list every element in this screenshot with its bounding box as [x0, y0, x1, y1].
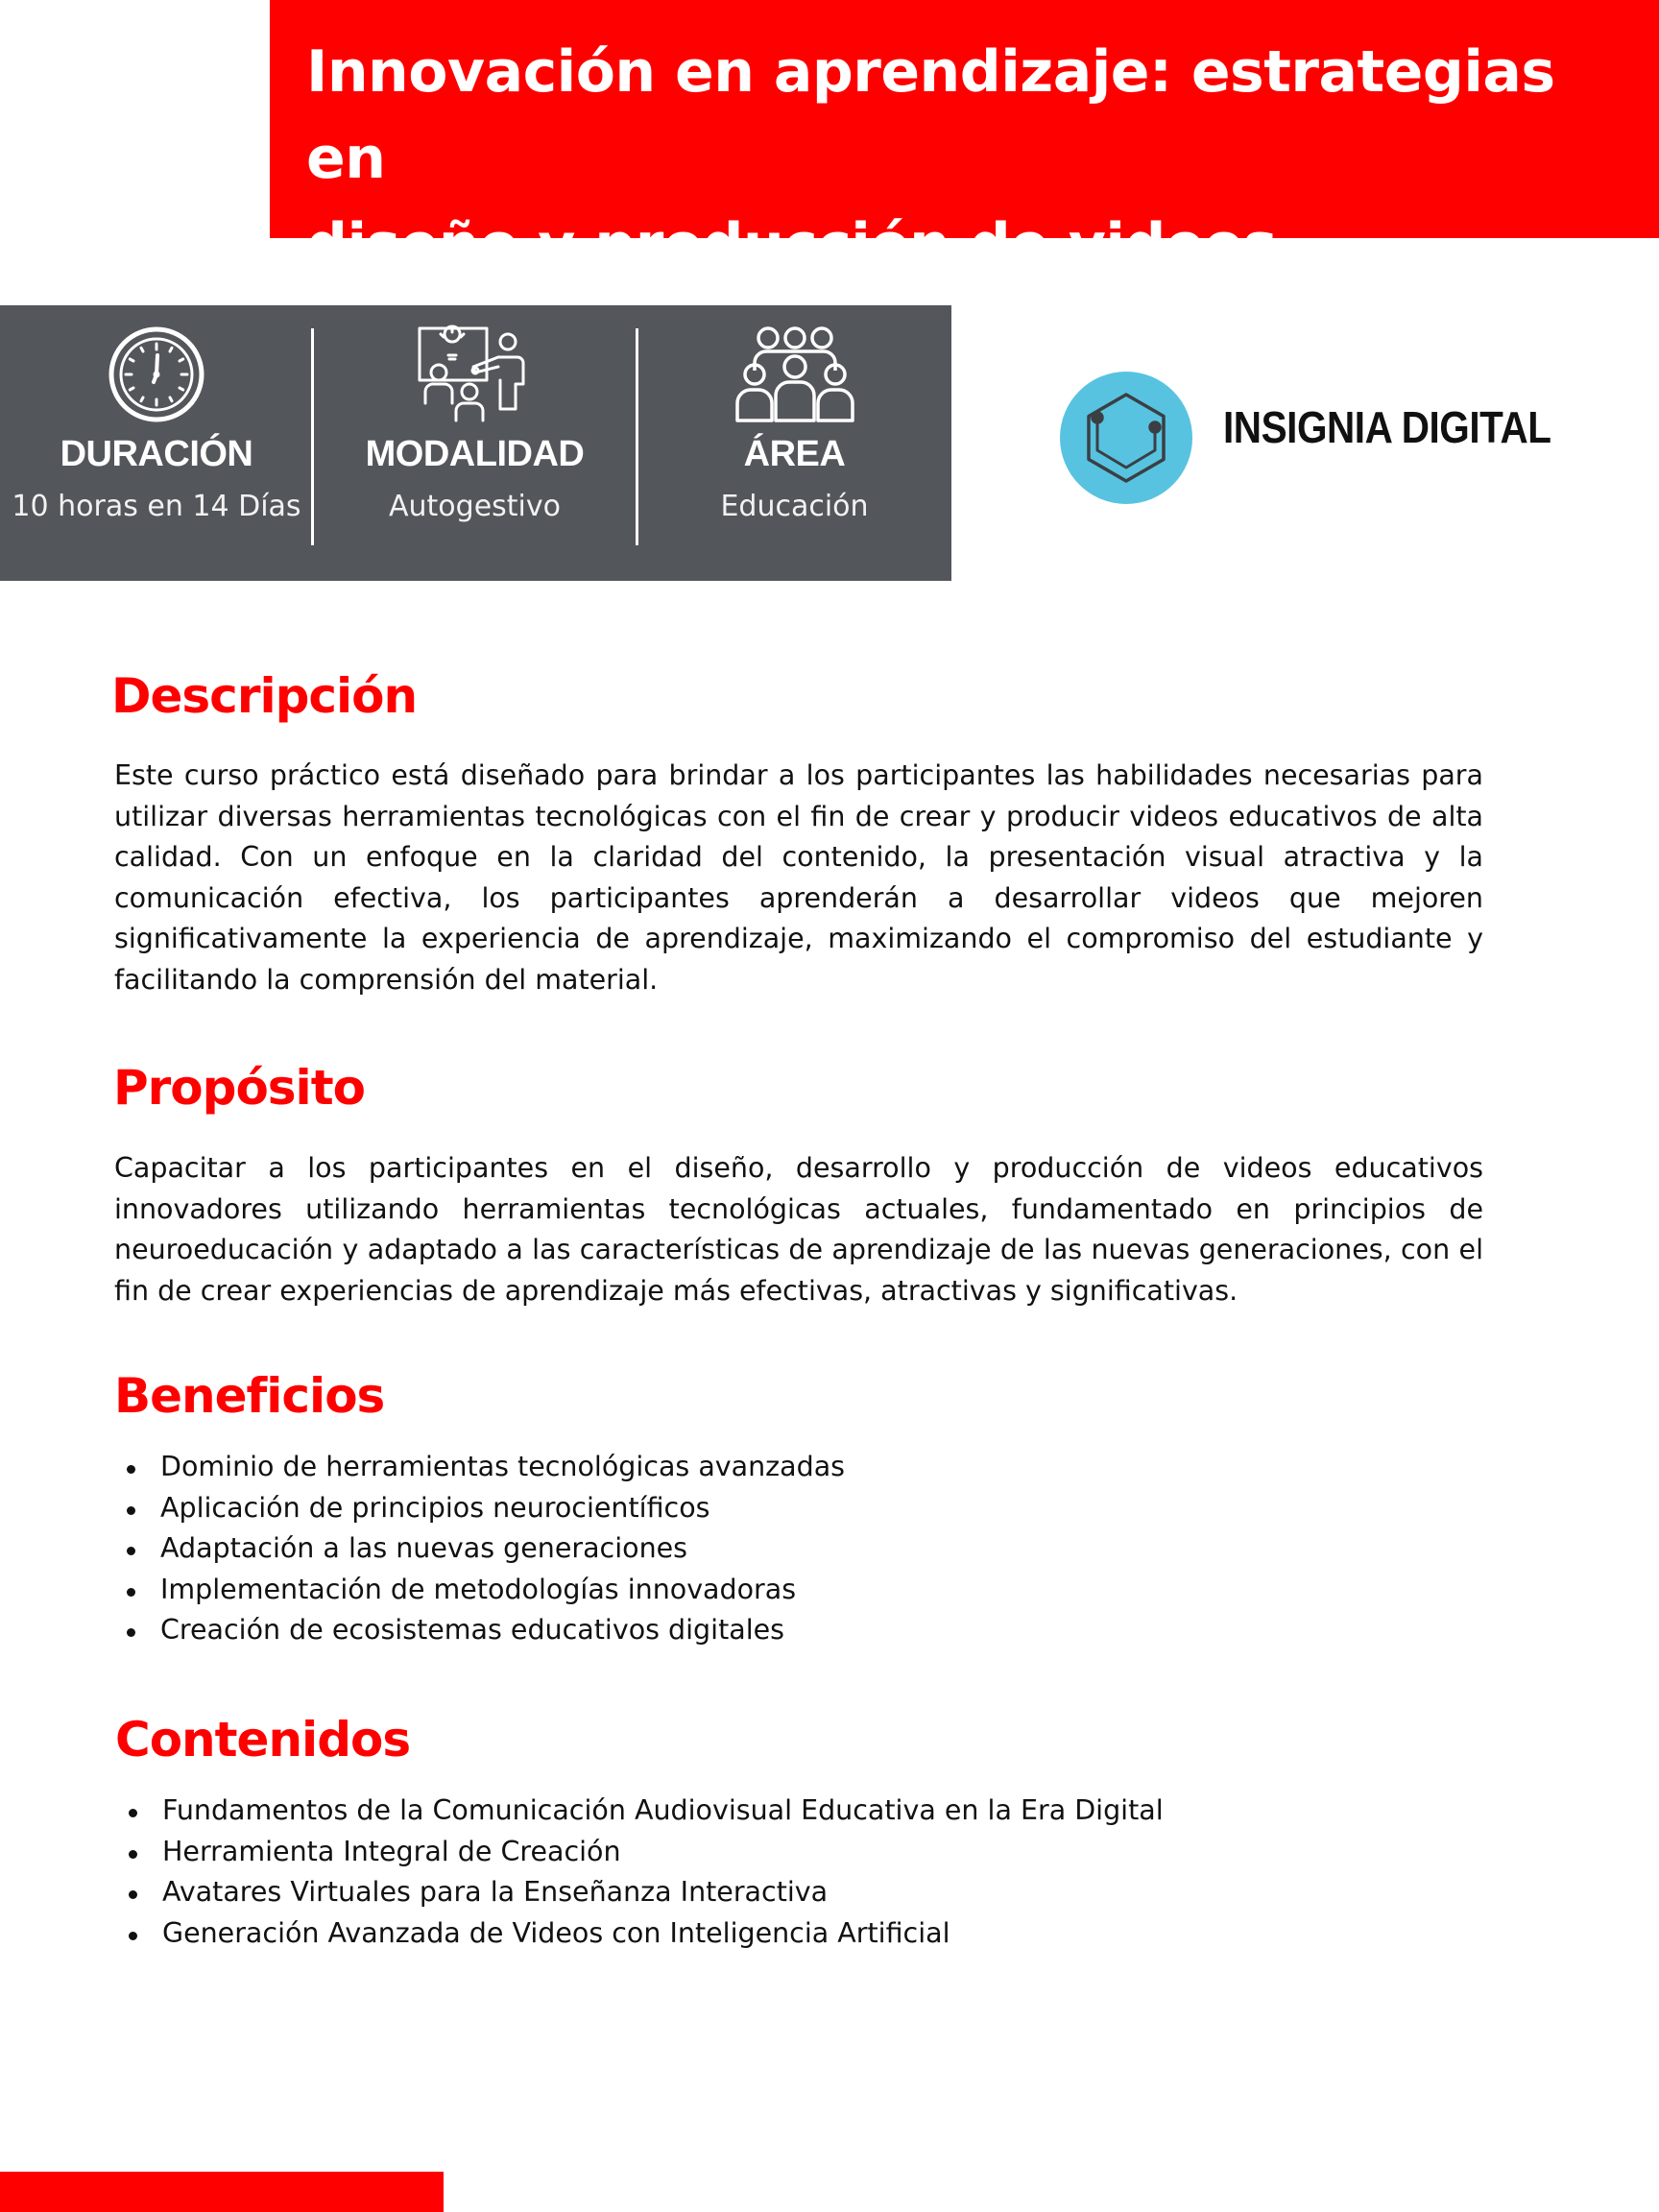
bullet-icon	[129, 1890, 137, 1899]
info-duracion	[0, 305, 313, 581]
info-modalidad	[313, 305, 637, 581]
list-item: Avatares Virtuales para la Enseñanza Interactiva	[116, 1872, 1164, 1913]
list-item: Adaptación a las nuevas generaciones	[114, 1528, 845, 1570]
modalidad-value: Autogestivo	[389, 490, 561, 523]
list-item: Dominio de herramientas tecnológicas avanzadas	[114, 1447, 845, 1488]
list-item: Generación Avanzada de Videos con Inteligencia Artificial	[116, 1913, 1164, 1955]
teacher-presentation-icon	[416, 325, 535, 428]
area-label: ÁREA	[743, 434, 846, 474]
list-item: Aplicación de principios neurocientíficos	[114, 1488, 845, 1529]
section-heading-beneficios: Beneficios	[114, 1368, 385, 1424]
descripcion-text: Este curso práctico está diseñado para brindar a los participantes las habilidades necesarias para utilizar diversas herramientas tecnológicas con el fin de crear y producir videos educativos de alta calidad. Con un enfoque en la claridad del contenido, la presentación visual atractiva y la comunicación efectiva, los participantes aprenderán a desarrollar videos que mejoren significativamente la experiencia de aprendizaje, maximizando el compromiso del estudiante y facilitando la comprensión del material.	[114, 759, 1483, 996]
list-item: Herramienta Integral de Creación	[116, 1832, 1164, 1873]
bullet-icon	[127, 1588, 135, 1597]
hexagon-circuit-icon	[1060, 372, 1192, 504]
footer-accent-bar	[0, 2172, 444, 2212]
bullet-icon	[129, 1809, 137, 1817]
area-value: Educación	[720, 490, 869, 523]
duracion-label: DURACIÓN	[60, 434, 253, 474]
group-people-icon	[733, 325, 856, 428]
title-line-2: diseño y producción de videos	[306, 211, 1277, 278]
modalidad-label: MODALIDAD	[365, 434, 585, 474]
section-heading-proposito: Propósito	[113, 1060, 365, 1116]
bullet-icon	[127, 1547, 135, 1555]
bullet-icon	[129, 1850, 137, 1859]
bullet-icon	[129, 1932, 137, 1940]
list-item: Fundamentos de la Comunicación Audiovisual Educativa en la Era Digital	[116, 1791, 1164, 1832]
section-heading-descripcion: Descripción	[111, 668, 418, 724]
section-heading-contenidos: Contenidos	[115, 1712, 411, 1767]
bullet-icon	[127, 1506, 135, 1515]
duracion-value: 10 horas en 14 Días	[12, 490, 301, 523]
course-info-bar	[0, 305, 951, 581]
bullet-icon	[127, 1628, 135, 1637]
list-item: Implementación de metodologías innovadoras	[114, 1570, 845, 1611]
title-line-1: Innovación en aprendizaje: estrategias en	[306, 38, 1555, 192]
beneficios-list	[114, 1447, 845, 1651]
clock-icon	[107, 325, 206, 428]
title-banner	[270, 0, 1659, 278]
list-item: Creación de ecosistemas educativos digitales	[114, 1610, 845, 1651]
contenidos-list	[116, 1791, 1164, 1954]
info-area	[637, 305, 951, 581]
bullet-icon	[127, 1465, 135, 1474]
badge-title: INSIGNIA DIGITAL	[1223, 402, 1551, 452]
proposito-text: Capacitar a los participantes en el diseño, desarrollo y producción de videos educativos innovadores utilizando herramientas tecnológicas actuales, fundamentado en principios de neuroeducación y adaptado a las características de aprendizaje de las nuevas generaciones, con el fin de crear experiencias de aprendizaje más efectivas, atractivas y significativas.	[114, 1152, 1483, 1307]
